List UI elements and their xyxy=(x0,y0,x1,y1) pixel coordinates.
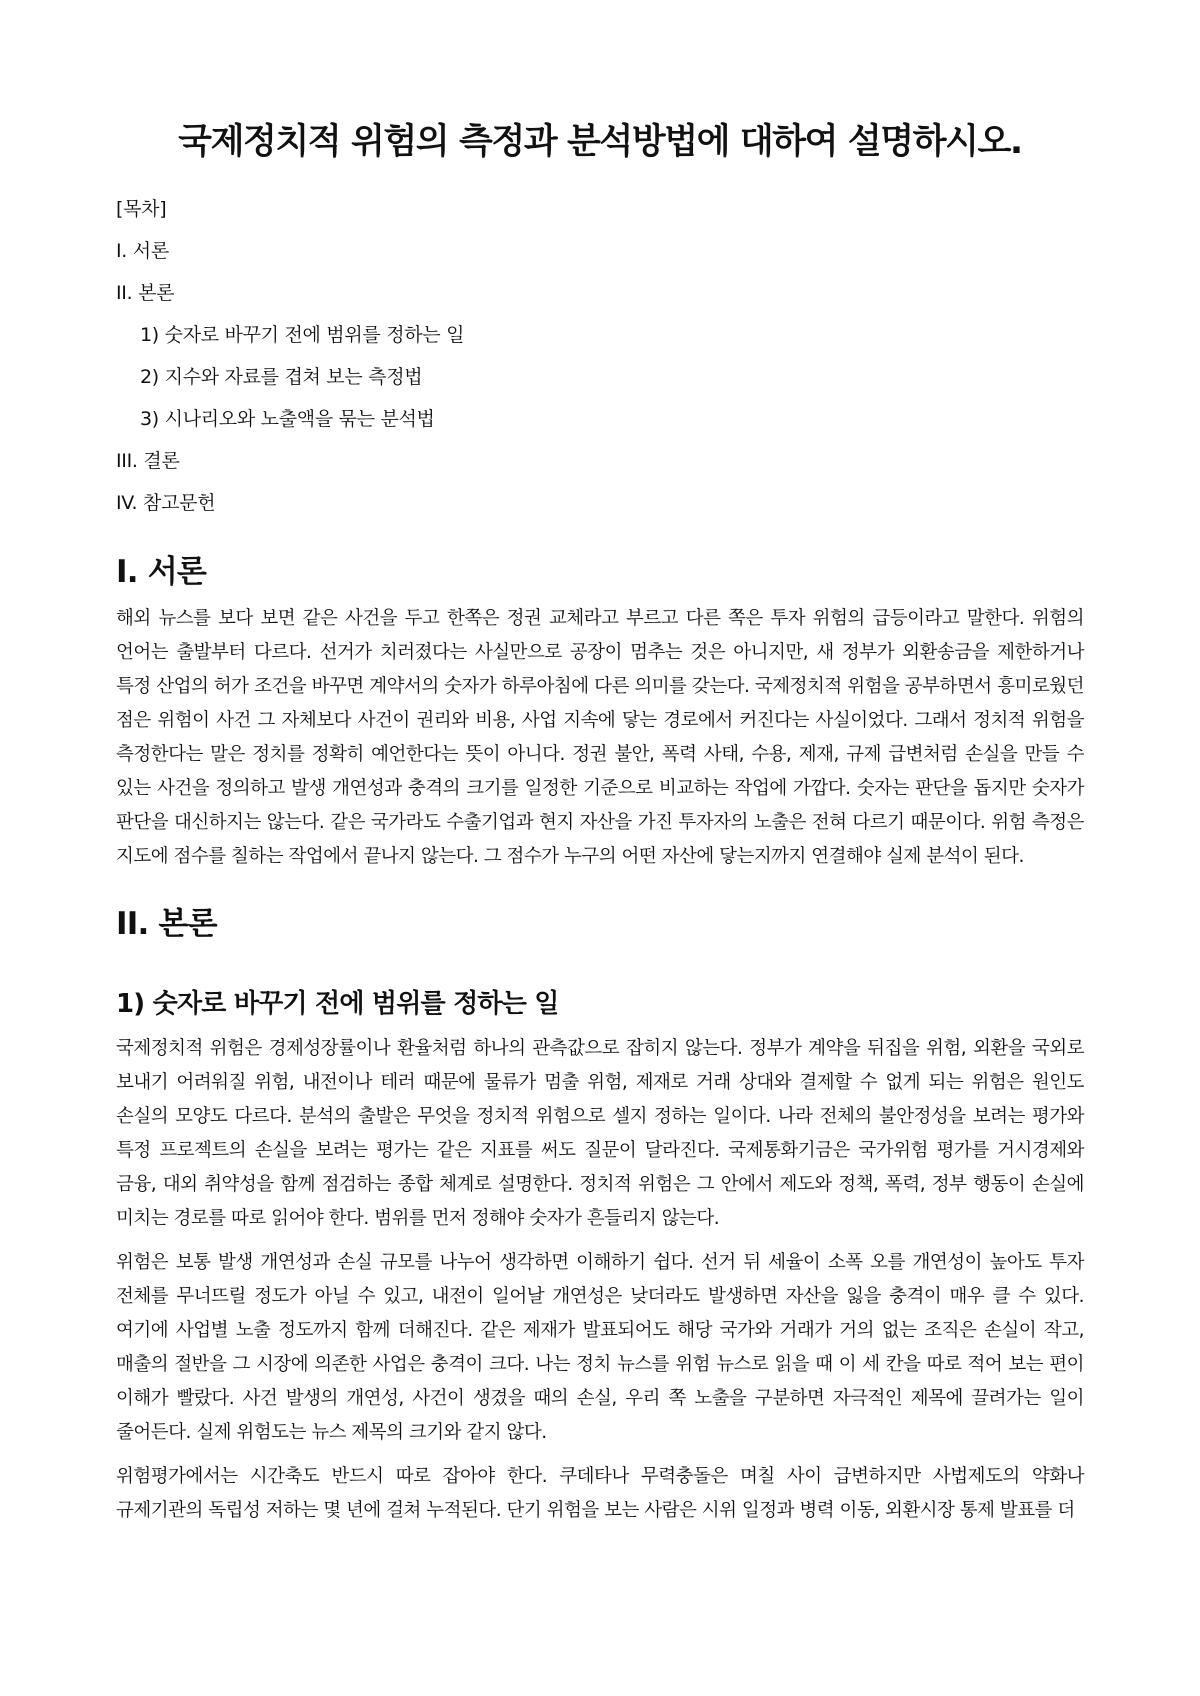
toc-item-body-1: 1) 숫자로 바꾸기 전에 범위를 정하는 일 xyxy=(140,324,465,346)
document-title: 국제정치적 위험의 측정과 분석방법에 대하여 설명하시오. xyxy=(178,122,1022,162)
body-heading: II. 본론 xyxy=(116,906,217,942)
body-subsection-1-paragraph-3: 위험평가에서는 시간축도 반드시 따로 잡아야 한다. 쿠데타나 무력충돌은 며칠 사이 급변하지만 사법제도의 약화나 규제기관의 독립성 저하는 몇 년에 걸쳐 누적된다. 단기 위험을 보는 사람은 시위 일정과 병력 이동, 외환시장 통제 발표를 더 xyxy=(116,1466,1084,1521)
toc-item-body: II. 본론 xyxy=(116,282,175,304)
body-subsection-1-paragraph-2: 위험은 보통 발생 개연성과 손실 규모를 나누어 생각하면 이해하기 쉽다. 선거 뒤 세율이 소폭 오를 개연성이 높아도 투자 전체를 무너뜨릴 정도가 아닐 수 있고, 내전이 일어날 개연성은 낮더라도 발생하면 자산을 잃을 충격이 매우 클 수 있다. 여기에 사업별 노출 정도까지 함께 더해진다. 같은 제재가 발표되어도 해당 국가와 거래가 거의 없는 조직은 손실이 작고, 매출의 절반을 그 시장에 의존한 사업은 충격이 크다. 나는 정치 뉴스를 위험 뉴스로 읽을 때 이 세 칸을 따로 적어 보는 편이 이해가 빨랐다. 사건 발생의 개연성, 사건이 생겼을 때의 손실, 우리 쪽 노출을 구분하면 자극적인 제목에 끌려가는 일이 줄어든다. 실제 위험도는 뉴스 제목의 크기와 같지 않다. xyxy=(116,1252,1084,1443)
toc-item-intro: I. 서론 xyxy=(116,240,169,262)
intro-paragraph: 해외 뉴스를 보다 보면 같은 사건을 두고 한쪽은 정권 교체라고 부르고 다른 쪽은 투자 위험의 급등이라고 말한다. 위험의 언어는 출발부터 다르다. 선거가 치러졌다는 사실만으로 공장이 멈추는 것은 아니지만, 새 정부가 외환송금을 제한하거나 특정 산업의 허가 조건을 바꾸면 계약서의 숫자가 하루아침에 다른 의미를 갖는다. 국제정치적 위험을 공부하면서 흥미로웠던 점은 위험이 사건 그 자체보다 사건이 권리와 비용, 사업 지속에 닿는 경로에서 커진다는 사실이었다. 그래서 정치적 위험을 측정한다는 말은 정치를 정확히 예언한다는 뜻이 아니다. 정권 불안, 폭력 사태, 수용, 제재, 규제 급변처럼 손실을 만들 수 있는 사건을 정의하고 발생 개연성과 충격의 크기를 일정한 기준으로 비교하는 작업에 가깝다. 숫자는 판단을 돕지만 숫자가 판단을 대신하지는 않는다. 같은 국가라도 수출기업과 현지 자산을 가진 투자자의 노출은 전혀 다르기 때문이다. 위험 측정은 지도에 점수를 칠하는 작업에서 끝나지 않는다. 그 점수가 누구의 어떤 자산에 닿는지까지 연결해야 실제 분석이 된다. xyxy=(116,608,1084,867)
toc-item-references: IV. 참고문헌 xyxy=(116,492,216,514)
toc-item-body-3: 3) 시나리오와 노출액을 묶는 분석법 xyxy=(140,408,435,430)
body-subsection-1-paragraph-1: 국제정치적 위험은 경제성장률이나 환율처럼 하나의 관측값으로 잡히지 않는다. 정부가 계약을 뒤집을 위험, 외환을 국외로 보내기 어려워질 위험, 내전이나 테러 때문에 물류가 멈출 위험, 제재로 거래 상대와 결제할 수 없게 되는 위험은 원인도 손실의 모양도 다르다. 분석의 출발은 무엇을 정치적 위험으로 셀지 정하는 일이다. 나라 전체의 불안정성을 보려는 평가와 특정 프로젝트의 손실을 보려는 평가는 같은 지표를 써도 질문이 달라진다. 국제통화기금은 국가위험 평가를 거시경제와 금융, 대외 취약성을 함께 점검하는 종합 체계로 설명한다. 정치적 위험은 그 안에서 제도와 정책, 폭력, 정부 행동이 손실에 미치는 경로를 따로 읽어야 한다. 범위를 먼저 정해야 숫자가 흔들리지 않는다. xyxy=(116,1038,1084,1229)
toc-heading: [목차] xyxy=(116,198,167,220)
toc-item-body-2: 2) 지수와 자료를 겹쳐 보는 측정법 xyxy=(140,366,423,388)
document-page xyxy=(116,0,1084,1528)
body-subsection-1-heading: 1) 숫자로 바꾸기 전에 범위를 정하는 일 xyxy=(116,989,559,1019)
intro-heading: I. 서론 xyxy=(116,554,206,590)
toc-item-conclusion: III. 결론 xyxy=(116,450,180,472)
table-of-contents xyxy=(116,188,1084,524)
